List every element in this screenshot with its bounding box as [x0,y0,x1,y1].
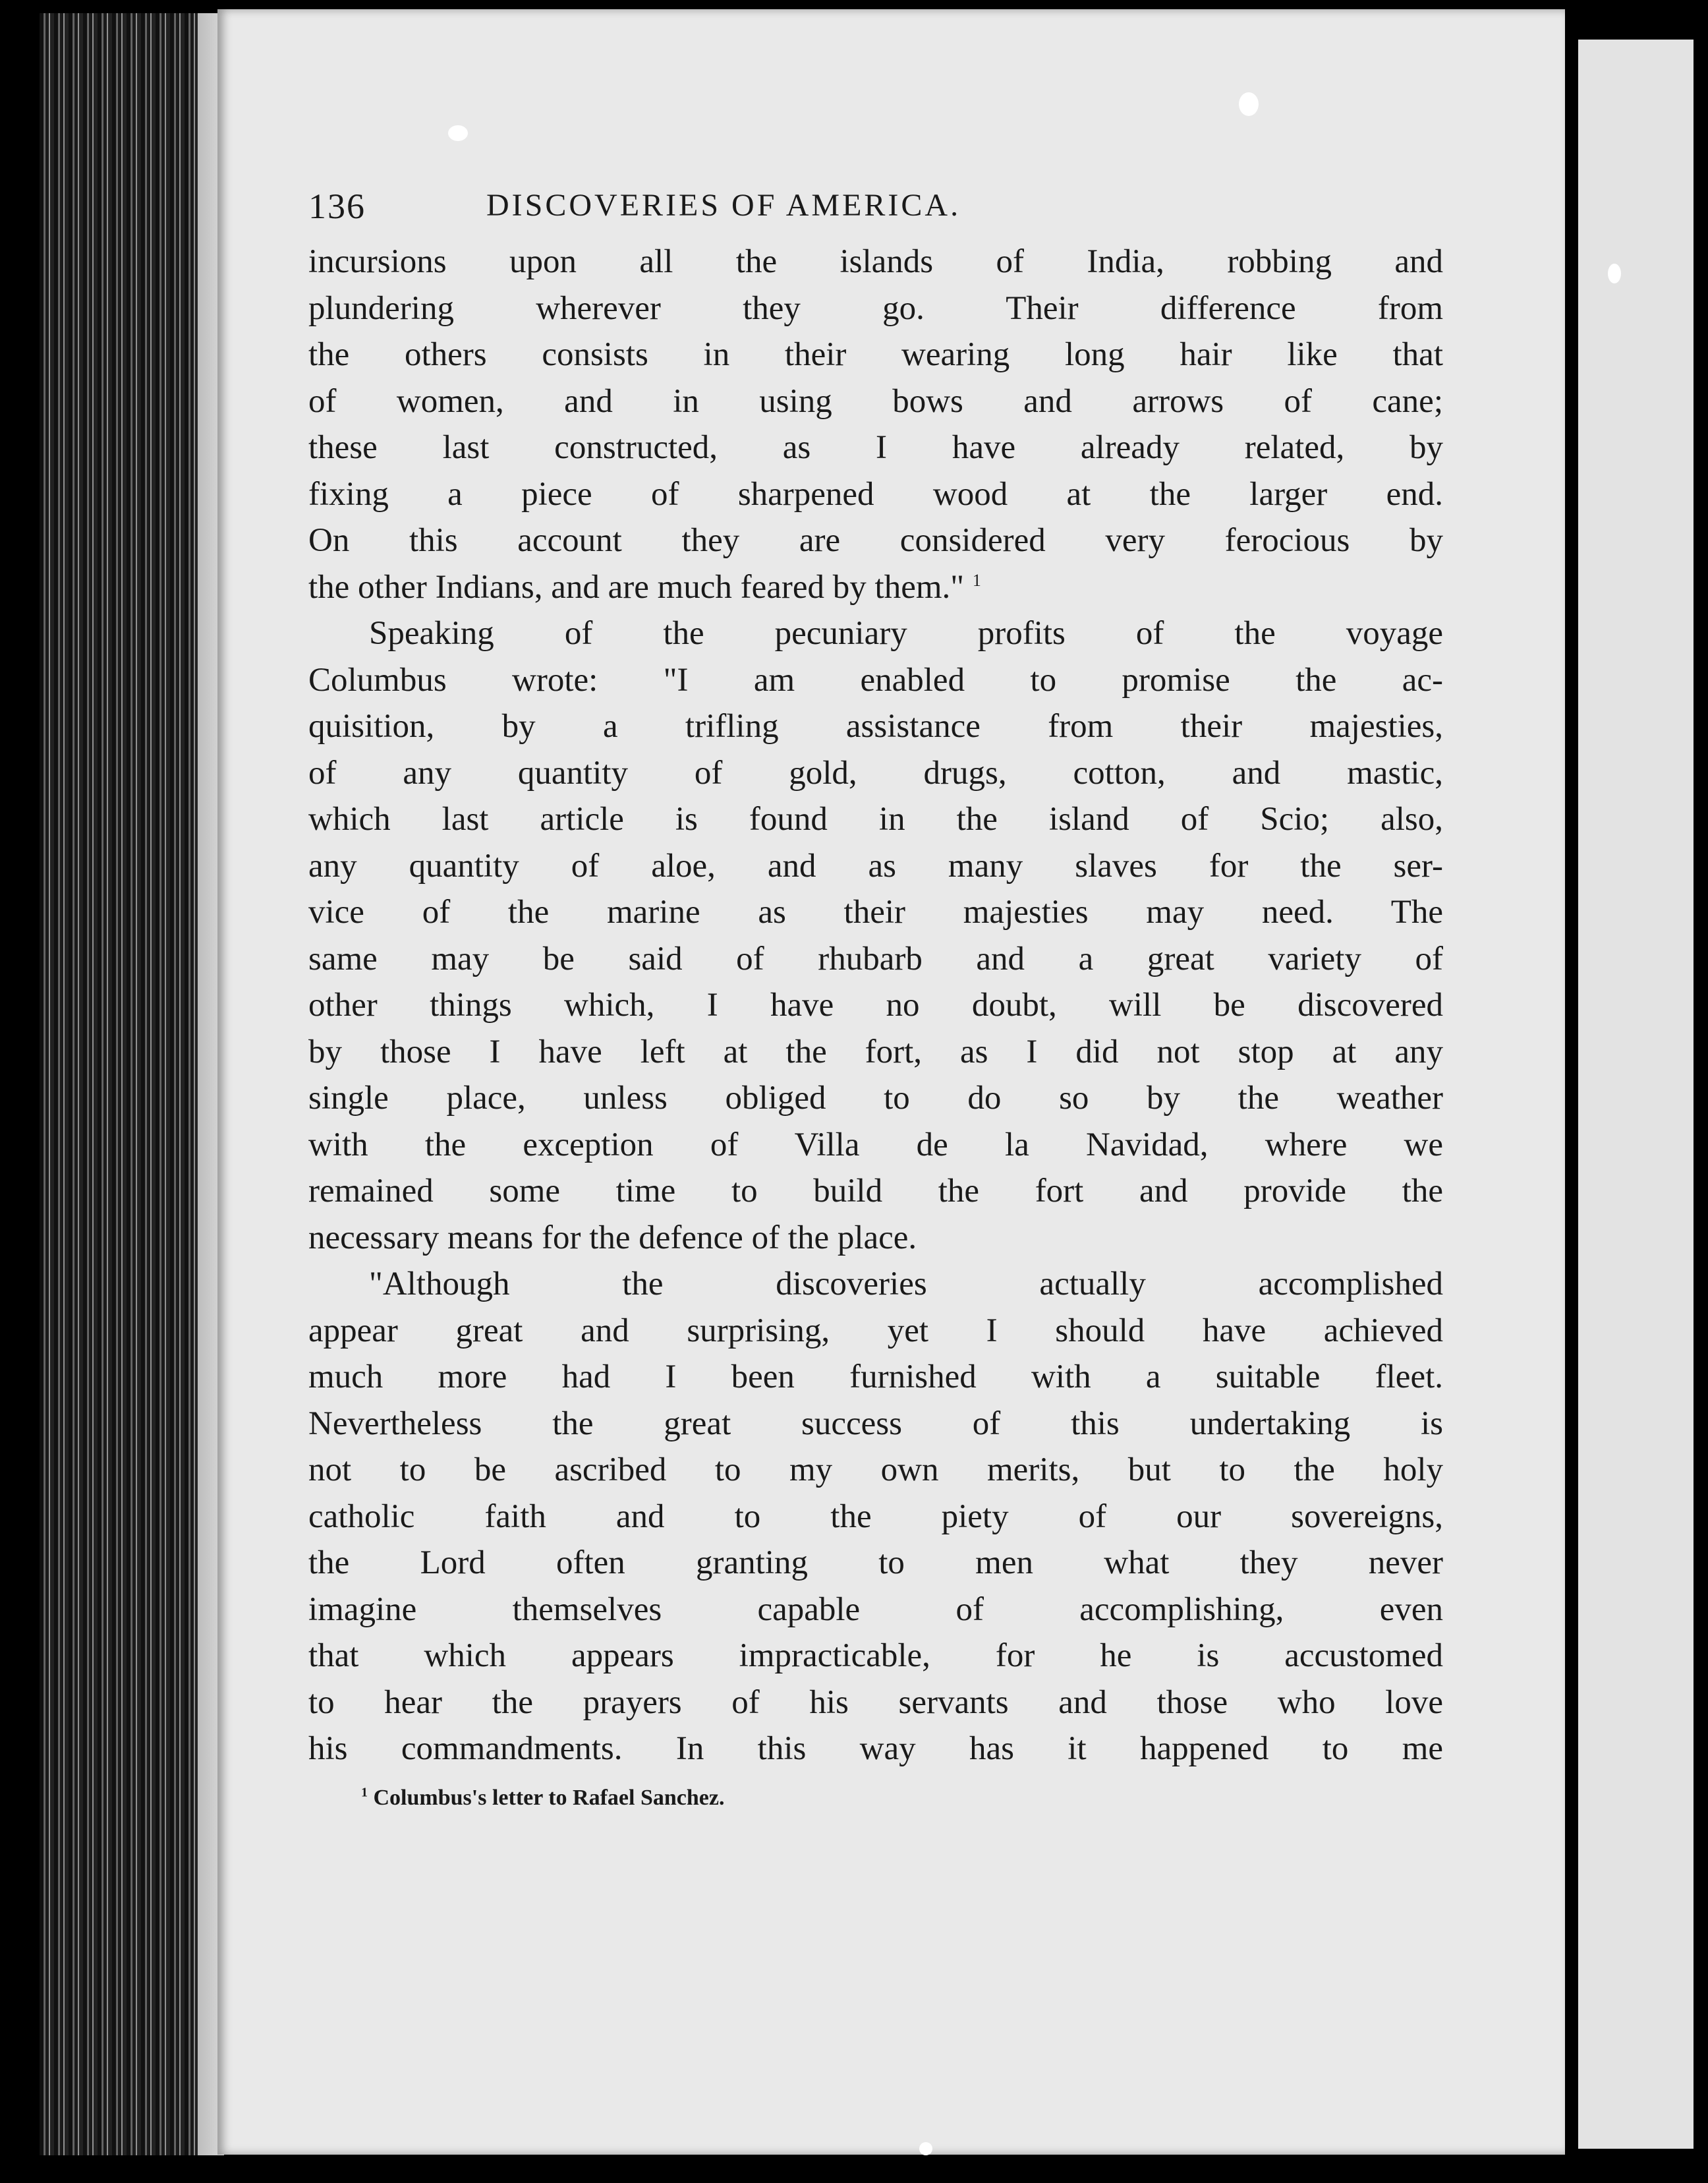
body-line: quisition, by a trifling assistance from their majesties, [308,708,1443,745]
running-head [308,186,1443,239]
body-line: imagine themselves capable of accomplishing, even [308,1590,1443,1628]
body-line [308,564,1443,611]
body-line: which last article is found in the island of Scio; also, [308,801,1443,838]
body-line: Columbus wrote: "I am enabled to promise the ac- [308,661,1443,699]
body-line: the others consists in their wearing long hair like that [308,336,1443,373]
body-line: any quantity of aloe, and as many slaves for the ser- [308,847,1443,885]
scan-speck [1608,264,1621,283]
footnote-marker: 1 [361,1785,368,1800]
body-line: with the exception of Villa de la Navidad, where we [308,1126,1443,1163]
page-text [308,186,1443,1815]
body-line: catholic faith and to the piety of our sovereigns, [308,1498,1443,1535]
body-line: other things which, I have no doubt, will be discovered [308,987,1443,1024]
body-line: his commandments. In this way has it happened to me [308,1730,1443,1767]
body-line: of any quantity of gold, drugs, cotton, and mastic, [308,754,1443,792]
body-line: to hear the prayers of his servants and those who love [308,1683,1443,1721]
body-line: of women, and in using bows and arrows of cane; [308,382,1443,420]
body-line: necessary means for the defence of the place. [308,1219,917,1256]
body-line: remained some time to build the fort and provide the [308,1173,1443,1209]
body-line: that which appears impracticable, for he is accustomed [308,1637,1443,1674]
body-line: same may be said of rhubarb and a great variety of [308,940,1443,977]
body-line: the Lord often granting to men what they never [308,1544,1443,1581]
running-head-title: DISCOVERIES OF AMERICA. [486,188,961,223]
footnote-reference: 1 [972,570,981,590]
body-line: appear great and surprising, yet I should have achieved [308,1312,1443,1349]
body-line: single place, unless obliged to do so by the weather [308,1080,1443,1117]
page-number: 136 [308,187,366,226]
body-line: Speaking of the pecuniary profits of the voyage [369,615,1443,652]
footnote-text: Columbus's letter to Rafael Sanchez. [373,1785,725,1810]
body-line: much more had I been furnished with a suitable fleet. [308,1358,1443,1395]
body-line: plundering wherever they go. Their difference from [308,289,1443,327]
scan-speck [448,125,468,141]
body-line-text: the other Indians, and are much feared by them." [308,568,965,606]
body-line: these last constructed, as I have already related, by [308,429,1443,466]
scan-speck [919,2142,932,2155]
body-line: Nevertheless the great success of this undertaking is [308,1405,1443,1442]
body-line: not to be ascribed to my own merits, but to the holy [308,1451,1443,1488]
footnote [308,1782,1443,1815]
body-line: incursions upon all the islands of India, robbing and [308,243,1443,280]
body-line: On this account they are considered very ferocious by [308,522,1443,559]
body-line: "Although the discoveries actually accomplished [369,1266,1443,1302]
body-line: by those I have left at the fort, as I did not stop at any [308,1033,1443,1070]
body-line: vice of the marine as their majesties may need. The [308,894,1443,931]
facing-page-edge [1578,40,1694,2149]
book-page-edges [40,13,224,2155]
body-line: fixing a piece of sharpened wood at the larger end. [308,475,1443,513]
scan-speck [1239,92,1259,116]
